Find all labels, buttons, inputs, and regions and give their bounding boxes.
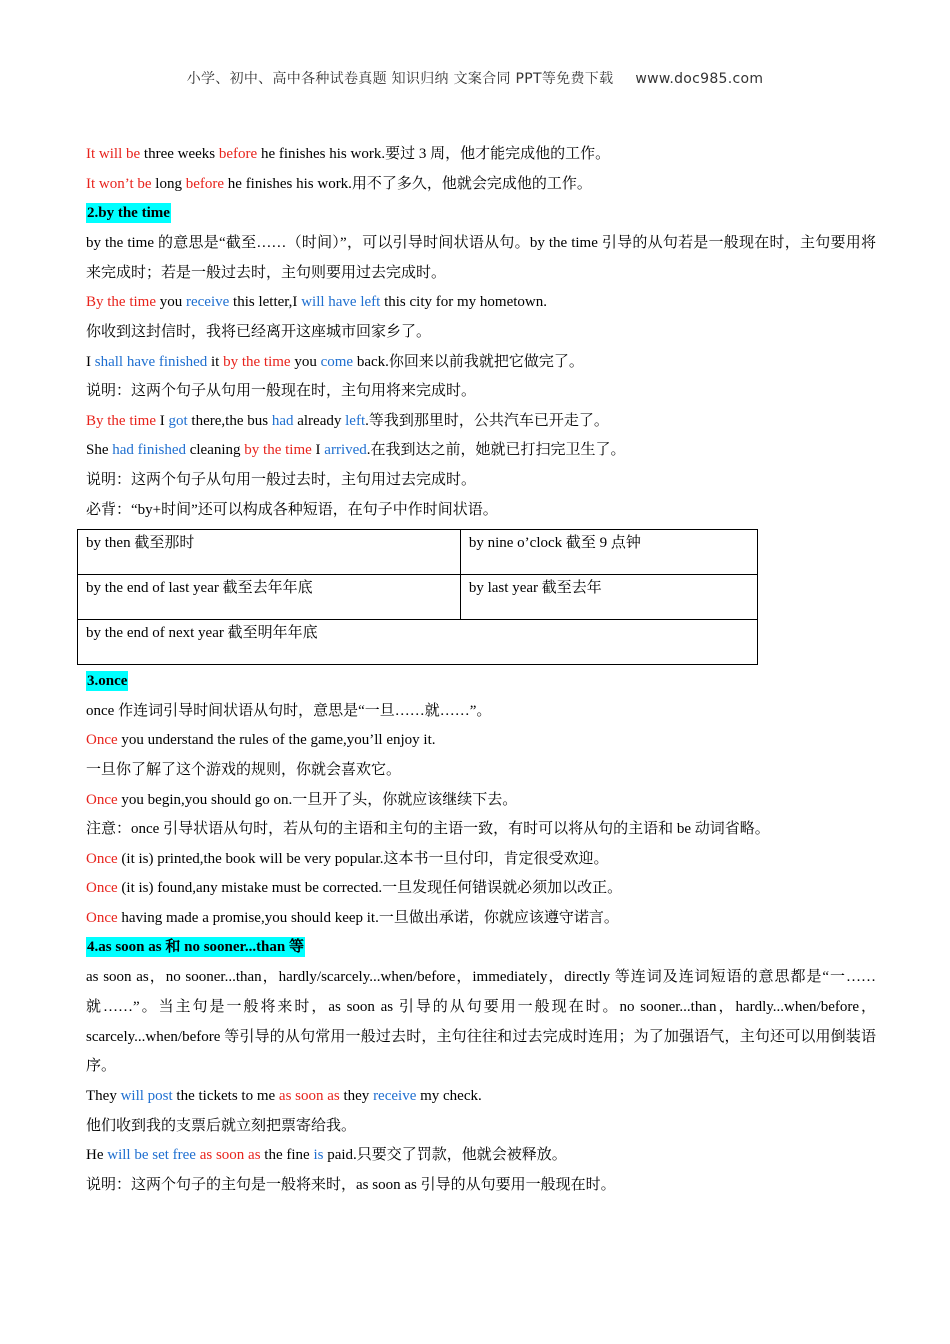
highlight-blue: had finished [112,442,186,459]
text: there,the bus [187,412,272,429]
text: I [86,353,95,370]
highlight-blue: left [345,412,366,429]
text: this letter,I [229,294,302,311]
section-intro: by the time 的意思是“截至……（时间）”，可以引导时间状语从句。by the time 引导的从句若是一般现在时，主句要用将来完成时；若是一般过去时，主句则要用过去完成时。 [86,234,876,281]
text: having made a promise,you should keep it.一旦做出承诺，你就应该遵守诺言。 [117,909,619,926]
text: back.你回来以前我就把它做完了。 [353,353,584,370]
table-cell: by the end of last year 截至去年年底 [78,575,461,620]
text: you understand the rules of the game,you’ll enjoy it. [117,732,436,749]
highlight-red: Once [86,909,118,926]
text: cleaning [185,442,245,459]
section-heading: 3.once [87,673,128,690]
text: .在我到达之前，她就已打扫完卫生了。 [366,442,626,459]
highlight-blue: had [271,412,294,429]
text: the tickets to me [172,1088,279,1105]
note-line: 说明：这两个句子从句用一般现在时，主句用将来完成时。 [86,383,477,400]
table-row [78,575,758,620]
text: He [86,1147,108,1164]
text: he finishes his work.要过 3 周，他才能完成他的工作。 [257,146,611,162]
example-line [86,170,876,200]
section-heading-row [86,667,876,697]
must-know-line: 必背：“by+时间”还可以构成各种短语，在句子中作时间状语。 [86,501,498,518]
highlight-red: It will be [86,146,141,162]
text: you [290,353,321,370]
highlight-blue: receive [186,294,230,311]
text: I [311,442,325,459]
section-intro: once 作连词引导时间状语从句时，意思是“一旦……就……”。 [86,702,492,719]
highlight-red: Once [86,850,118,867]
example-line [86,904,876,934]
text: it [207,353,224,370]
example-line [86,1141,876,1171]
example-line [86,436,876,466]
example-line [86,874,876,904]
text: this city for my hometown. [380,294,547,311]
highlight-red: Once [86,791,118,808]
highlight-blue: arrived [324,442,367,459]
translation-line: 你收到这封信时，我将已经离开这座城市回家乡了。 [86,323,432,340]
text: long [151,175,186,192]
note-line: 说明：这两个句子从句用一般过去时，主句用过去完成时。 [86,471,477,488]
translation-line: 他们收到我的支票后就立刻把票寄给我。 [86,1117,357,1134]
text: (it is) printed,the book will be very popular.这本书一旦付印，肯定很受欢迎。 [117,850,609,867]
highlight-red: as soon as [278,1088,340,1105]
example-line [86,348,876,378]
text: (it is) found,any mistake must be corrected.一旦发现任何错误就必须加以改正。 [117,880,623,897]
highlight-red: by the time [223,353,291,370]
example-line [86,407,876,437]
text: already [293,412,346,429]
highlight-blue: will be set free [107,1147,196,1164]
example-line [86,786,876,816]
highlight-red: by the time [244,442,312,459]
example-line [86,1082,876,1112]
text: They [86,1088,121,1105]
highlight-red: By the time [86,412,156,429]
table-cell: by the end of next year 截至明年年底 [78,620,758,665]
header-site: www.doc985.com [635,71,764,87]
translation-line: 一旦你了解了这个游戏的规则，你就会喜欢它。 [86,761,402,778]
text: I [156,412,169,429]
section-heading: 2.by the time [87,205,170,222]
text: three weeks [140,146,219,162]
highlight-blue: come [320,353,354,370]
text: .等我到那里时，公共汽车已开走了。 [365,412,609,429]
table-cell: by last year 截至去年 [460,575,757,620]
note-line: 注意：once 引导状语从句时，若从句的主语和主句的主语一致，有时可以将从句的主语和 be 动词省略。 [86,821,770,838]
section-intro: as soon as，no sooner...than，hardly/scarcely...when/before，immediately，directly 等连词及连词短语的意思都是“一……就……”。当主句是一般将来时，as soon as 引导的从句要用一般现在时。no sooner...than，hardly...when/before，scarcely...when/before 等引导的从句常用一般过去时，主句往往和过去完成时连用；为了加强语气，主句还可以用倒装语序。 [86,969,876,1075]
text: you begin,you should go on.一旦开了头，你就应该继续下去。 [117,791,518,808]
highlight-red: Once [86,880,118,897]
example-line [86,726,876,756]
section-heading: 4.as soon as 和 no sooner...than 等 [87,939,304,956]
note-line: 说明：这两个句子的主句是一般将来时，as soon as 引导的从句要用一般现在时。 [86,1177,616,1194]
highlight-blue: will post [120,1088,173,1105]
text: he finishes his work.用不了多久，他就会完成他的工作。 [224,175,592,192]
highlight-red: Once [86,732,118,749]
text: She [86,442,113,459]
table-cell: by then 截至那时 [78,530,461,575]
highlight-red: as soon as [199,1147,261,1164]
text: paid.只要交了罚款，他就会被释放。 [323,1147,567,1164]
phrase-table [77,529,758,665]
example-line [86,288,876,318]
highlight-blue: will have left [301,294,381,311]
section-heading-row [86,933,876,963]
table-row [78,620,758,665]
text: you [156,294,186,311]
header-text: 小学、初中、高中各种试卷真题 知识归纳 文案合同 PPT等免费下载 [186,71,614,87]
text: they [339,1088,374,1105]
table-row [78,530,758,575]
example-line [86,140,876,170]
table-cell: by nine o’clock 截至 9 点钟 [460,530,757,575]
page-header [0,68,950,88]
highlight-blue: got [168,412,188,429]
highlight-blue: shall have finished [94,353,208,370]
highlight-red: before [185,175,225,192]
section-heading-row [86,199,876,229]
highlight-red: By the time [86,294,156,311]
highlight-blue: is [313,1147,324,1164]
example-line [86,845,876,875]
text: my check. [416,1088,482,1105]
highlight-red: before [218,146,258,162]
text: the fine [260,1147,314,1164]
highlight-red: It won’t be [86,175,152,192]
highlight-blue: receive [373,1088,417,1105]
document-body [86,140,876,1201]
